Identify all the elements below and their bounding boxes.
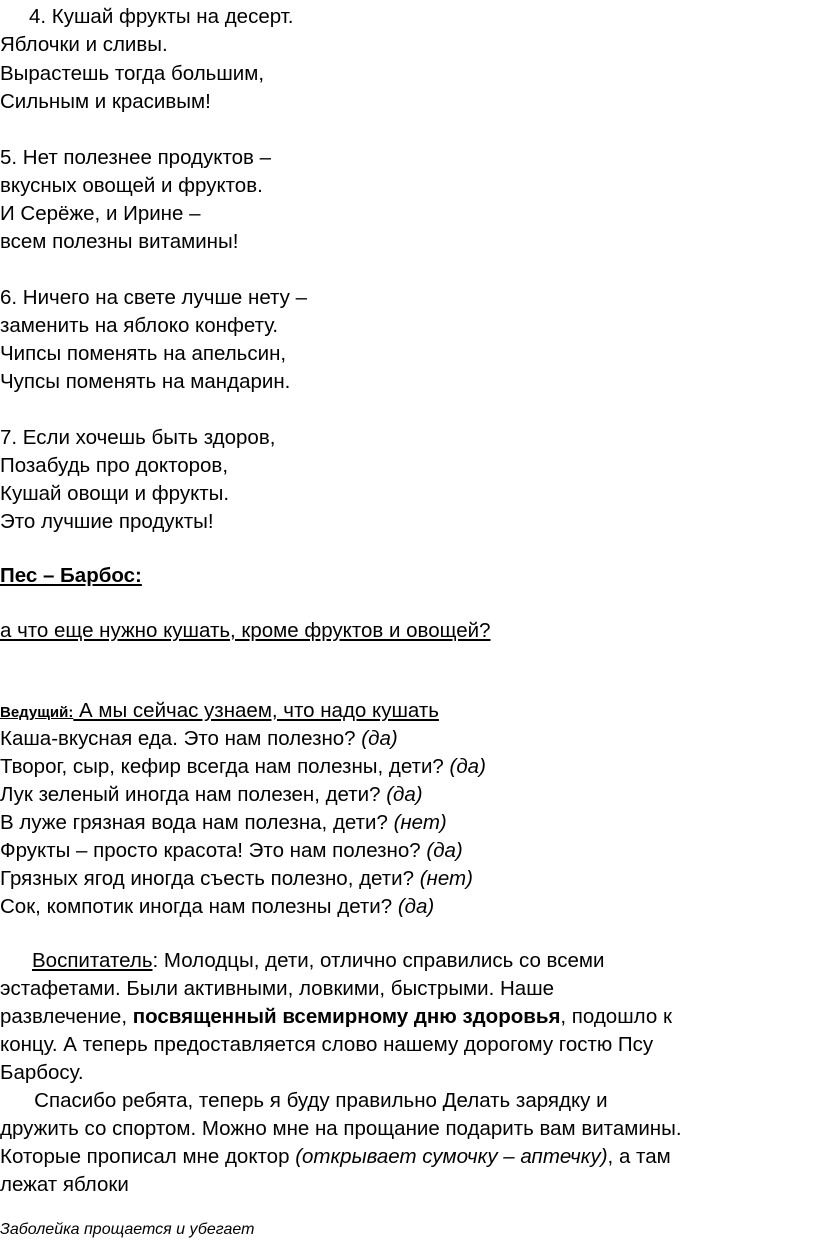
quiz-question: Грязных ягод иногда съесть полезно, дети? xyxy=(0,867,420,890)
verse-5-line-3: И Серёже, и Ирине – xyxy=(0,202,201,225)
quiz-line-1 xyxy=(0,725,398,752)
dog-heading: Пес – Барбос: xyxy=(0,564,142,587)
teacher-line-3 xyxy=(0,1003,672,1030)
quiz-question: Лук зеленый иногда нам полезен, дети? xyxy=(0,783,387,806)
quiz-answer: (нет) xyxy=(419,867,473,890)
verse-6-line-3: Чипсы поменять на апельсин, xyxy=(0,342,287,365)
stage-direction: (открывает сумочку – аптечку) xyxy=(295,1145,608,1168)
quiz-question: Фрукты – просто красота! Это нам полезно? xyxy=(0,839,427,862)
quiz-question: В луже грязная вода нам полезна, дети? xyxy=(0,811,394,834)
dog-speech-line-2: дружить со спортом. Можно мне на прощание подарить вам витамины. xyxy=(0,1117,682,1140)
quiz-line-2 xyxy=(0,753,486,780)
verse-5-line-1: 5. Нет полезнее продуктов – xyxy=(0,146,271,169)
teacher-line-5: Барбосу. xyxy=(0,1061,84,1084)
quiz-answer: (да) xyxy=(386,783,423,806)
verse-4-line-4: Сильным и красивым! xyxy=(0,90,211,113)
dog-question: а что еще нужно кушать, кроме фруктов и овощей? xyxy=(0,619,491,642)
quiz-question: Творог, сыр, кефир всегда нам полезны, дети? xyxy=(0,755,450,778)
closing-stage-direction: Заболейка прощается и убегает xyxy=(0,1221,255,1238)
teacher-line-4: концу. А теперь предоставляется слово нашему дорогому гостю Псу xyxy=(0,1033,654,1056)
dog-speech-line-3 xyxy=(0,1143,671,1170)
quiz-answer: (да) xyxy=(397,895,435,918)
verse-6-line-1: 6. Ничего на свете лучше нету – xyxy=(0,286,307,309)
teacher-text: , подошло к xyxy=(560,1005,672,1028)
quiz-line-4 xyxy=(0,809,447,836)
quiz-answer: (да) xyxy=(361,727,398,750)
dog-speech-line-1: Спасибо ребята, теперь я буду правильно Делать зарядку и xyxy=(0,1089,608,1112)
quiz-answer: (нет) xyxy=(393,811,447,834)
teacher-text: : Молодцы, дети, отлично справились со всеми xyxy=(152,949,605,972)
verse-5-line-4: всем полезны витамины! xyxy=(0,230,239,253)
verse-6-line-2: заменить на яблоко конфету. xyxy=(0,314,279,337)
verse-7-line-3: Кушай овощи и фрукты. xyxy=(0,482,230,505)
verse-6-line-4: Чупсы поменять на мандарин. xyxy=(0,370,291,393)
quiz-question: Каша-вкусная еда. Это нам полезно? xyxy=(0,727,362,750)
host-intro: А мы сейчас узнаем, что надо кушать xyxy=(73,699,439,722)
verse-5-line-2: вкусных овощей и фруктов. xyxy=(0,174,263,197)
quiz-question: Сок, компотик иногда нам полезны дети? xyxy=(0,895,398,918)
dog-speech-line-4: лежат яблоки xyxy=(0,1173,129,1196)
quiz-line-5 xyxy=(0,837,463,864)
verse-7-line-2: Позабудь про докторов, xyxy=(0,454,229,477)
teacher-line-2: эстафетами. Были активными, ловкими, быстрыми. Наше xyxy=(0,977,555,1000)
quiz-line-6 xyxy=(0,865,473,892)
quiz-answer: (да) xyxy=(426,839,463,862)
verse-7-line-1: 7. Если хочешь быть здоров, xyxy=(0,426,276,449)
verse-4-line-1: 4. Кушай фрукты на десерт. xyxy=(29,5,294,28)
quiz-line-3 xyxy=(0,781,423,808)
verse-7-line-4: Это лучшие продукты! xyxy=(0,510,214,533)
dog-speech-text: , а там xyxy=(607,1145,671,1168)
quiz-answer: (да) xyxy=(449,755,486,778)
host-intro-line xyxy=(0,697,439,726)
dog-speech-text: Которые прописал мне доктор xyxy=(0,1145,296,1168)
host-label: Ведущий: xyxy=(0,704,74,721)
verse-4-line-3: Вырастешь тогда большим, xyxy=(0,62,265,85)
teacher-line-1 xyxy=(32,947,604,974)
teacher-label: Воспитатель xyxy=(32,949,153,972)
teacher-text: развлечение, xyxy=(0,1005,133,1028)
teacher-bold-phrase: посвященный всемирному дню здоровья xyxy=(132,1005,561,1028)
quiz-line-7 xyxy=(0,893,434,920)
verse-4-line-2: Яблочки и сливы. xyxy=(0,33,168,56)
